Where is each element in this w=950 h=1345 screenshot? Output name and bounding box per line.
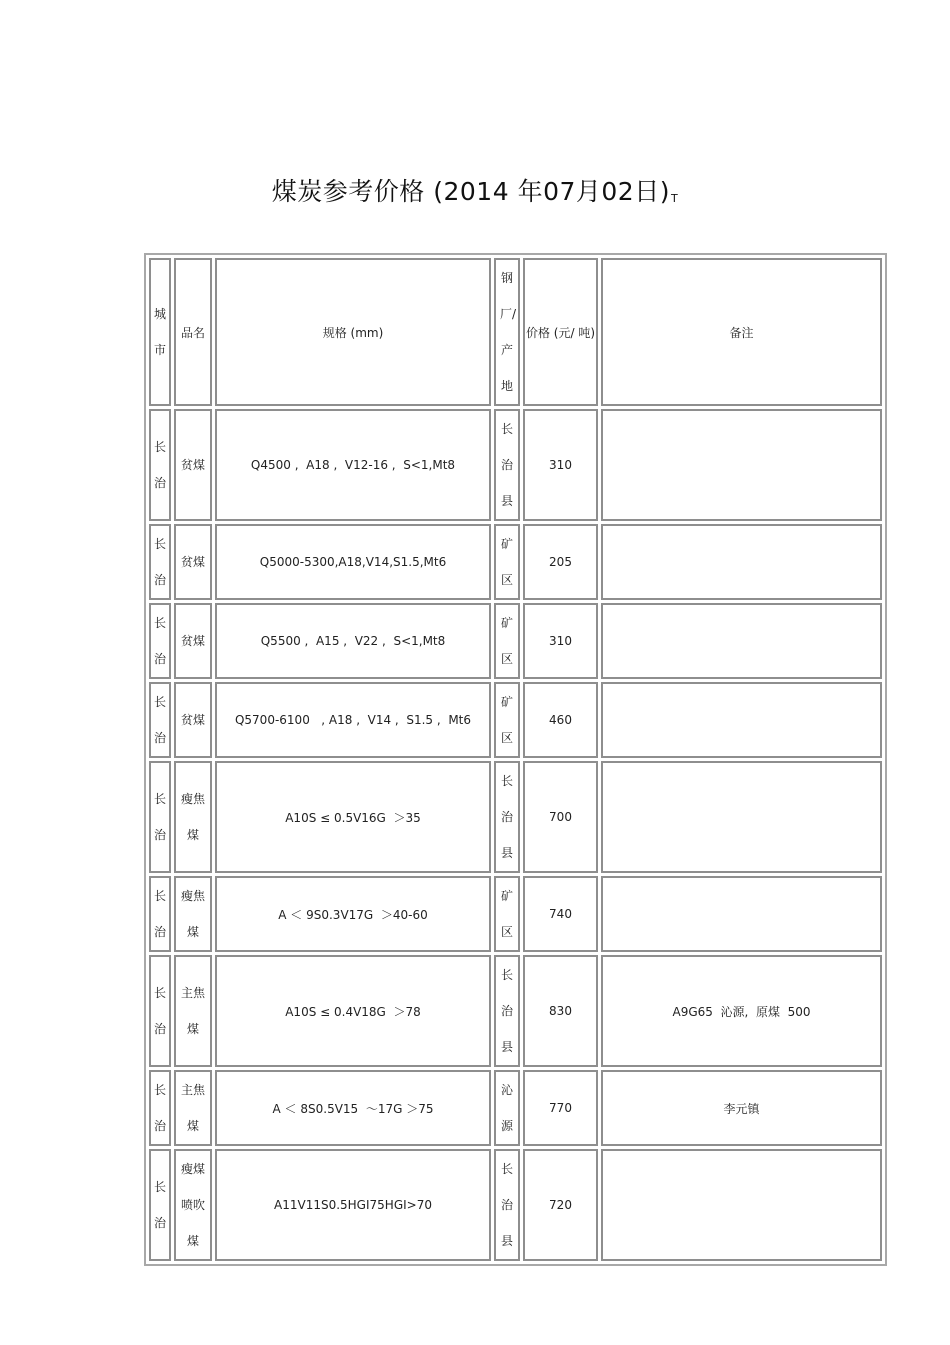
cell-note bbox=[601, 524, 882, 600]
table-row bbox=[149, 1070, 882, 1146]
cell-city: 长治 bbox=[149, 955, 171, 1067]
cell-origin: 矿区 bbox=[494, 682, 520, 758]
cell-note bbox=[601, 876, 882, 952]
cell-price: 740 bbox=[523, 876, 598, 952]
cell-note bbox=[601, 761, 882, 873]
table-row bbox=[149, 682, 882, 758]
cell-origin: 矿区 bbox=[494, 603, 520, 679]
page-title bbox=[0, 172, 950, 208]
table-row bbox=[149, 1149, 882, 1261]
cell-city: 长治 bbox=[149, 409, 171, 521]
cell-spec: Q5500 , A15 , V22 , S<1,Mt8 bbox=[215, 603, 491, 679]
cell-spec: A ＜ 9S0.3V17G ＞40-60 bbox=[215, 876, 491, 952]
cell-spec: A10S ≤ 0.5V16G ＞35 bbox=[215, 761, 491, 873]
cell-city: 长治 bbox=[149, 524, 171, 600]
cell-price: 205 bbox=[523, 524, 598, 600]
cell-note bbox=[601, 682, 882, 758]
cell-price: 720 bbox=[523, 1149, 598, 1261]
cell-spec: Q5700-6100 , A18 , V14 , S1.5 , Mt6 bbox=[215, 682, 491, 758]
cell-origin: 矿区 bbox=[494, 876, 520, 952]
cell-city: 长治 bbox=[149, 1149, 171, 1261]
cell-note: 李元镇 bbox=[601, 1070, 882, 1146]
cell-price: 830 bbox=[523, 955, 598, 1067]
cell-origin: 长治县 bbox=[494, 1149, 520, 1261]
cell-city: 长治 bbox=[149, 682, 171, 758]
cell-product: 瘦煤喷吹煤 bbox=[174, 1149, 212, 1261]
title-mark: T bbox=[670, 192, 679, 205]
cell-note bbox=[601, 409, 882, 521]
cell-origin: 矿区 bbox=[494, 524, 520, 600]
cell-product: 瘦焦煤 bbox=[174, 876, 212, 952]
cell-product: 贫煤 bbox=[174, 682, 212, 758]
cell-price: 310 bbox=[523, 603, 598, 679]
table-row bbox=[149, 761, 882, 873]
cell-city: 长治 bbox=[149, 603, 171, 679]
cell-note bbox=[601, 603, 882, 679]
cell-note: A9G65 沁源, 原煤 500 bbox=[601, 955, 882, 1067]
table-row bbox=[149, 955, 882, 1067]
cell-spec: A11V11S0.5HGI75HGI>70 bbox=[215, 1149, 491, 1261]
header-note: 备注 bbox=[601, 258, 882, 406]
header-city: 城市 bbox=[149, 258, 171, 406]
cell-note bbox=[601, 1149, 882, 1261]
cell-price: 770 bbox=[523, 1070, 598, 1146]
cell-product: 主焦煤 bbox=[174, 1070, 212, 1146]
cell-price: 700 bbox=[523, 761, 598, 873]
cell-product: 主焦煤 bbox=[174, 955, 212, 1067]
header-price: 价格 (元/ 吨) bbox=[523, 258, 598, 406]
cell-origin: 长治县 bbox=[494, 761, 520, 873]
title-text: 煤炭参考价格 (2014 年07月02日) bbox=[271, 177, 670, 206]
cell-origin: 长治县 bbox=[494, 955, 520, 1067]
cell-origin: 沁源 bbox=[494, 1070, 520, 1146]
header-spec: 规格 (mm) bbox=[215, 258, 491, 406]
table-row bbox=[149, 524, 882, 600]
table-row bbox=[149, 876, 882, 952]
cell-spec: Q5000-5300,A18,V14,S1.5,Mt6 bbox=[215, 524, 491, 600]
header-row bbox=[149, 258, 882, 406]
cell-spec: A10S ≤ 0.4V18G ＞78 bbox=[215, 955, 491, 1067]
header-product: 品名 bbox=[174, 258, 212, 406]
cell-spec: Q4500 , A18 , V12-16 , S<1,Mt8 bbox=[215, 409, 491, 521]
cell-product: 贫煤 bbox=[174, 603, 212, 679]
cell-product: 瘦焦煤 bbox=[174, 761, 212, 873]
cell-product: 贫煤 bbox=[174, 524, 212, 600]
header-origin: 钢厂/产地 bbox=[494, 258, 520, 406]
cell-product: 贫煤 bbox=[174, 409, 212, 521]
cell-spec: A ＜ 8S0.5V15 ～17G ＞75 bbox=[215, 1070, 491, 1146]
cell-city: 长治 bbox=[149, 1070, 171, 1146]
price-table bbox=[144, 253, 887, 1266]
cell-price: 460 bbox=[523, 682, 598, 758]
table-row bbox=[149, 409, 882, 521]
cell-origin: 长治县 bbox=[494, 409, 520, 521]
table-row bbox=[149, 603, 882, 679]
cell-city: 长治 bbox=[149, 876, 171, 952]
cell-price: 310 bbox=[523, 409, 598, 521]
cell-city: 长治 bbox=[149, 761, 171, 873]
